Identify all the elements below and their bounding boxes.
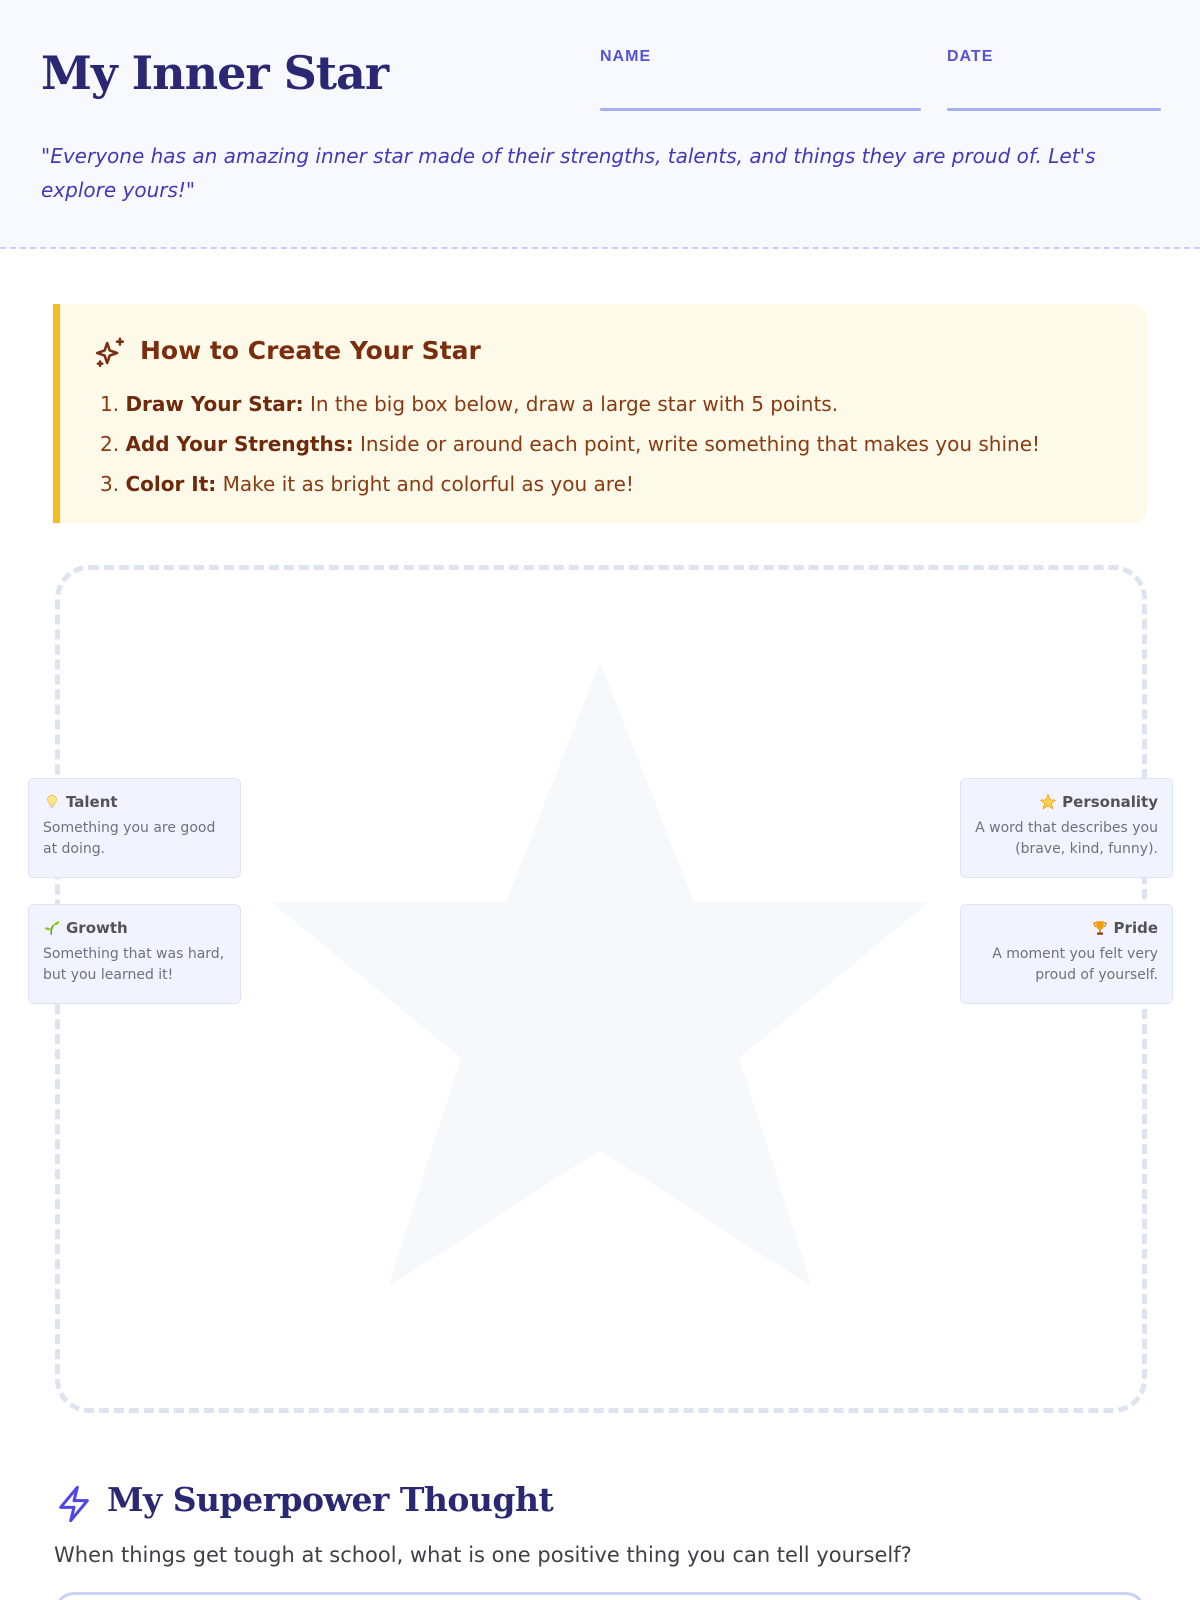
tip-card-growth (28, 904, 241, 1004)
superpower-title: My Superpower Thought (107, 1480, 554, 1519)
sprout-icon (43, 919, 61, 937)
tip-title: Growth (66, 919, 128, 937)
tip-text: Something that was hard, but you learned it! (43, 946, 225, 983)
tip-card-talent (28, 778, 241, 878)
instruction-step: 1. Draw Your Star: In the big box below, draw a large star with 5 points. (100, 392, 839, 416)
superpower-answer-box[interactable] (54, 1592, 1146, 1600)
lightning-icon (54, 1482, 94, 1526)
superpower-prompt: When things get tough at school, what is one positive thing you can tell yourself? (54, 1543, 912, 1567)
instruction-step: 3. Color It: Make it as bright and colorful as you are! (100, 472, 634, 496)
lightbulb-icon (43, 793, 61, 811)
tip-title: Personality (1062, 793, 1158, 811)
tip-text: A word that describes you (brave, kind, funny). (975, 820, 1158, 857)
tip-title: Talent (66, 793, 118, 811)
trophy-icon (1091, 919, 1109, 937)
tip-text: Something you are good at doing. (43, 820, 216, 857)
date-label: DATE (947, 48, 994, 65)
tip-card-pride (960, 904, 1173, 1004)
intro-quote: "Everyone has an amazing inner star made of their strengths, talents, and things they are proud of. Let's explore yours!" (41, 144, 1096, 202)
star-icon (1039, 793, 1057, 811)
tip-title: Pride (1113, 919, 1158, 937)
instruction-step: 2. Add Your Strengths: Inside or around each point, write something that makes you shine! (100, 432, 1041, 456)
tip-text: A moment you felt very proud of yourself. (992, 946, 1158, 983)
name-label: NAME (600, 48, 652, 65)
tip-card-personality (960, 778, 1173, 878)
page-title: My Inner Star (41, 46, 389, 100)
instructions-title: How to Create Your Star (140, 336, 481, 365)
